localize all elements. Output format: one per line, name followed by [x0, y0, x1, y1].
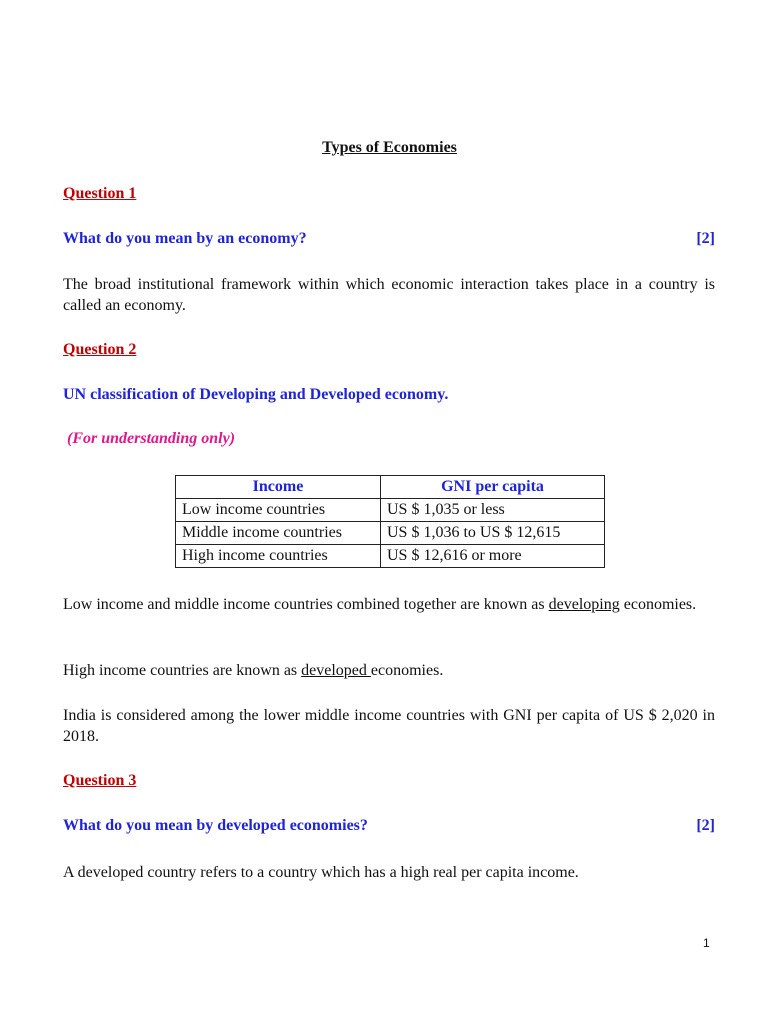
income-classification-table	[175, 475, 605, 568]
table-cell: High income countries	[176, 545, 381, 568]
developed-text-end: economies.	[370, 662, 444, 679]
developing-text: Low income and middle income countries combined together are known as	[63, 596, 549, 613]
india-paragraph: India is considered among the lower middle income countries with GNI per capita of US $ 2,020 in 2018.	[63, 707, 715, 745]
question-3-heading: Question 3	[63, 772, 137, 789]
table-cell: US $ 1,035 or less	[381, 499, 605, 522]
table-header-gni: GNI per capita	[381, 476, 605, 499]
developing-paragraph	[63, 594, 715, 615]
table-cell: US $ 1,036 to US $ 12,615	[381, 522, 605, 545]
question-3-marks: [2]	[696, 817, 715, 834]
understanding-note: (For understanding only)	[67, 430, 236, 447]
question-1-heading: Question 1	[63, 185, 137, 202]
page-number: 1	[703, 936, 710, 950]
question-3-question: What do you mean by developed economies?	[63, 817, 368, 834]
table-header-income: Income	[176, 476, 381, 499]
question-1-answer: The broad institutional framework within which economic interaction takes place in a country is called an economy.	[63, 276, 715, 314]
table-row	[176, 545, 605, 568]
developing-term: developing	[548, 596, 620, 613]
question-3-text	[63, 817, 715, 835]
table-cell: US $ 12,616 or more	[381, 545, 605, 568]
table-row	[176, 499, 605, 522]
table-row	[176, 522, 605, 545]
developing-text-end: economies.	[619, 596, 697, 613]
table-cell: Low income countries	[176, 499, 381, 522]
developed-text: High income countries are known as	[63, 662, 302, 679]
document-title: Types of Economies	[322, 139, 457, 156]
table-cell: Middle income countries	[176, 522, 381, 545]
question-1-question: What do you mean by an economy?	[63, 230, 307, 247]
question-3-answer: A developed country refers to a country which has a high real per capita income.	[63, 864, 579, 881]
developed-paragraph	[63, 660, 715, 681]
question-2-heading: Question 2	[63, 341, 137, 358]
question-2-question: UN classification of Developing and Developed economy.	[63, 386, 449, 403]
question-1-text	[63, 230, 715, 248]
question-2-text	[63, 386, 715, 404]
developed-term: developed	[301, 662, 371, 679]
question-1-marks: [2]	[696, 230, 715, 247]
table-header-row	[176, 476, 605, 499]
